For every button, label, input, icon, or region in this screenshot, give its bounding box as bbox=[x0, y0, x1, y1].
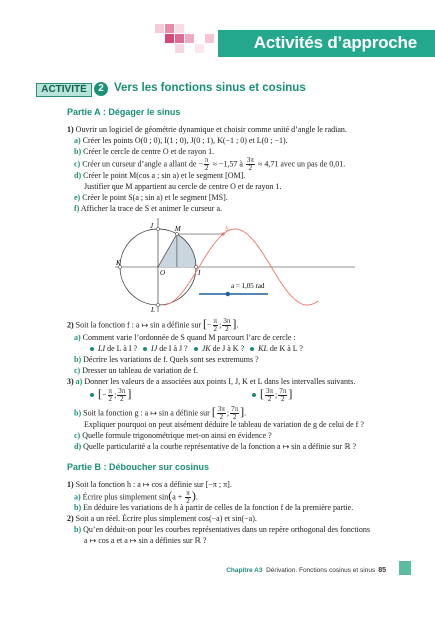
q1b-line: b) Créer le cercle de centre O et de rayon 1. bbox=[74, 147, 215, 156]
label-i: I bbox=[198, 269, 201, 277]
decor-square bbox=[175, 44, 184, 53]
q2c-line: c) Dresser un tableau de variation de f. bbox=[74, 366, 198, 375]
decor-square bbox=[165, 24, 174, 33]
q1d-line: d) Créer le point M(cos a ; sin a) et le segment [OM]. bbox=[74, 171, 246, 180]
activity-title: Vers les fonctions sinus et cosinus bbox=[114, 82, 306, 94]
decor-square bbox=[175, 34, 184, 43]
q3b-line: b) Soit la fonction g : a ↦ sin a définie sur [ $\frac{3\pi}{2}$ ; $\frac{7\pi}{2}$ ]. bbox=[74, 404, 247, 421]
decor-square bbox=[155, 24, 164, 33]
label-s: S bbox=[225, 225, 229, 234]
b-q1b-line: b) En déduire les variations de h à partir de celles de la fonction f de la première partie. bbox=[74, 503, 354, 512]
q3b2-line: Expliquer pourquoi on peut aisément déduire le tableau de variation de g de celui de f ? bbox=[84, 420, 364, 429]
q2-arcs bbox=[90, 344, 303, 354]
q2a-line: a) Comment varie l’ordonnée de S quand M parcourt l’arc de cercle : bbox=[74, 333, 296, 342]
activity-number: 2 bbox=[94, 82, 108, 96]
q2b-line: b) Décrire les variations de f. Quels sont ses extremums ? bbox=[74, 355, 259, 364]
angle-slider-knob[interactable] bbox=[226, 292, 230, 296]
b-q2-line: 2) Soit a un réel. Écrire plus simplement cos(−a) et sin(−a). bbox=[67, 514, 257, 523]
q2-line: 2) Soit la fonction f : a ↦ sin a définie sur [− $\frac{\pi}{2}$ ; $\frac{3\pi}{2}$ ]. bbox=[67, 316, 239, 333]
arc-item: JK de J à K ? bbox=[194, 344, 244, 353]
b-q1-line: 1) Soit la fonction h : a ↦ cos a définie sur [−π ; π]. bbox=[67, 480, 232, 489]
q1d2-line: Justifier que M appartient au cercle de centre O et de rayon 1. bbox=[84, 182, 282, 191]
q3c-line: c) Quelle formule trigonométrique met-on ainsi en évidence ? bbox=[74, 431, 272, 440]
sine-figure bbox=[115, 214, 355, 314]
page-title: Activités d’approche bbox=[253, 33, 417, 52]
part-b-title: Partie B : Déboucher sur cosinus bbox=[67, 462, 210, 472]
page-tab bbox=[399, 561, 411, 575]
q1-line: 1) Ouvrir un logiciel de géométrie dynamique et choisir comme unité d’angle le radian. bbox=[67, 125, 347, 134]
label-k: K bbox=[116, 259, 121, 267]
q3-interval-1: [− $\frac{\pi}{2}$ ; $\frac{3\pi}{2}$ ] bbox=[90, 388, 131, 403]
point-l bbox=[156, 303, 159, 306]
page-header bbox=[0, 30, 435, 57]
activity-label: ACTIVITÉ bbox=[36, 83, 92, 97]
decor-square bbox=[175, 24, 184, 33]
q3a-line: 3) a) Donner les valeurs de a associées aux points I, J, K et L dans les intervalles suivants. bbox=[67, 377, 356, 386]
decor-square bbox=[205, 34, 214, 43]
arc-item: IJ de I à J ? bbox=[143, 344, 188, 353]
q1e-line: e) Créer le point S(a ; sin a) et le segment [MS]. bbox=[74, 193, 228, 202]
decor-square bbox=[165, 34, 174, 43]
q1c-line: c) Créer un curseur d’angle a allant de − $\frac{\pi}{2}$ ≈ −1,57 à $\frac{3\pi}{2}$ ≈ 4,71 avec un pas de 0,01. bbox=[74, 156, 346, 172]
decor-square bbox=[195, 44, 204, 53]
label-l: L bbox=[151, 306, 155, 314]
part-a-title: Partie A : Dégager le sinus bbox=[67, 107, 181, 117]
b-q2b2-line: a ↦ cos a et a ↦ sin a définies sur ℝ ? bbox=[84, 536, 207, 545]
b-q2b-line: b) Qu’en déduit-on pour les courbes représentatives dans un repère orthogonal des fonctions bbox=[74, 525, 370, 534]
slider-label: a = 1,05 rad bbox=[231, 282, 265, 290]
page-footer: Chapitre A3 Dérivation. Fonctions cosinus et sinus 85 bbox=[226, 567, 386, 574]
label-j: J bbox=[150, 222, 154, 230]
point-j bbox=[156, 227, 159, 230]
q3d-line: d) Quelle particularité a la courbe représentative de la fonction a ↦ sin a définie sur ℝ ? bbox=[74, 442, 357, 451]
b-q1a-line: a) Écrire plus simplement sin(a + $\frac{\pi}{2}$ ). bbox=[74, 488, 198, 505]
q3-interval-2: [ $\frac{3\pi}{2}$ ; $\frac{7\pi}{2}$ ] bbox=[252, 388, 292, 403]
q1a-line: a) Créer les points O(0 ; 0), I(1 ; 0), J(0 ; 1), K(−1 ; 0) et L(0 ; −1). bbox=[74, 136, 288, 145]
arc-item: KL de K à L ? bbox=[250, 344, 303, 353]
page-number: 85 bbox=[378, 567, 386, 574]
label-o: O bbox=[160, 269, 166, 277]
decor-square bbox=[185, 34, 194, 43]
q1f-line: f) Afficher la trace de S et animer le curseur a. bbox=[74, 204, 223, 213]
arc-item: LI de L à I ? bbox=[90, 344, 137, 353]
label-m: M bbox=[174, 225, 181, 234]
